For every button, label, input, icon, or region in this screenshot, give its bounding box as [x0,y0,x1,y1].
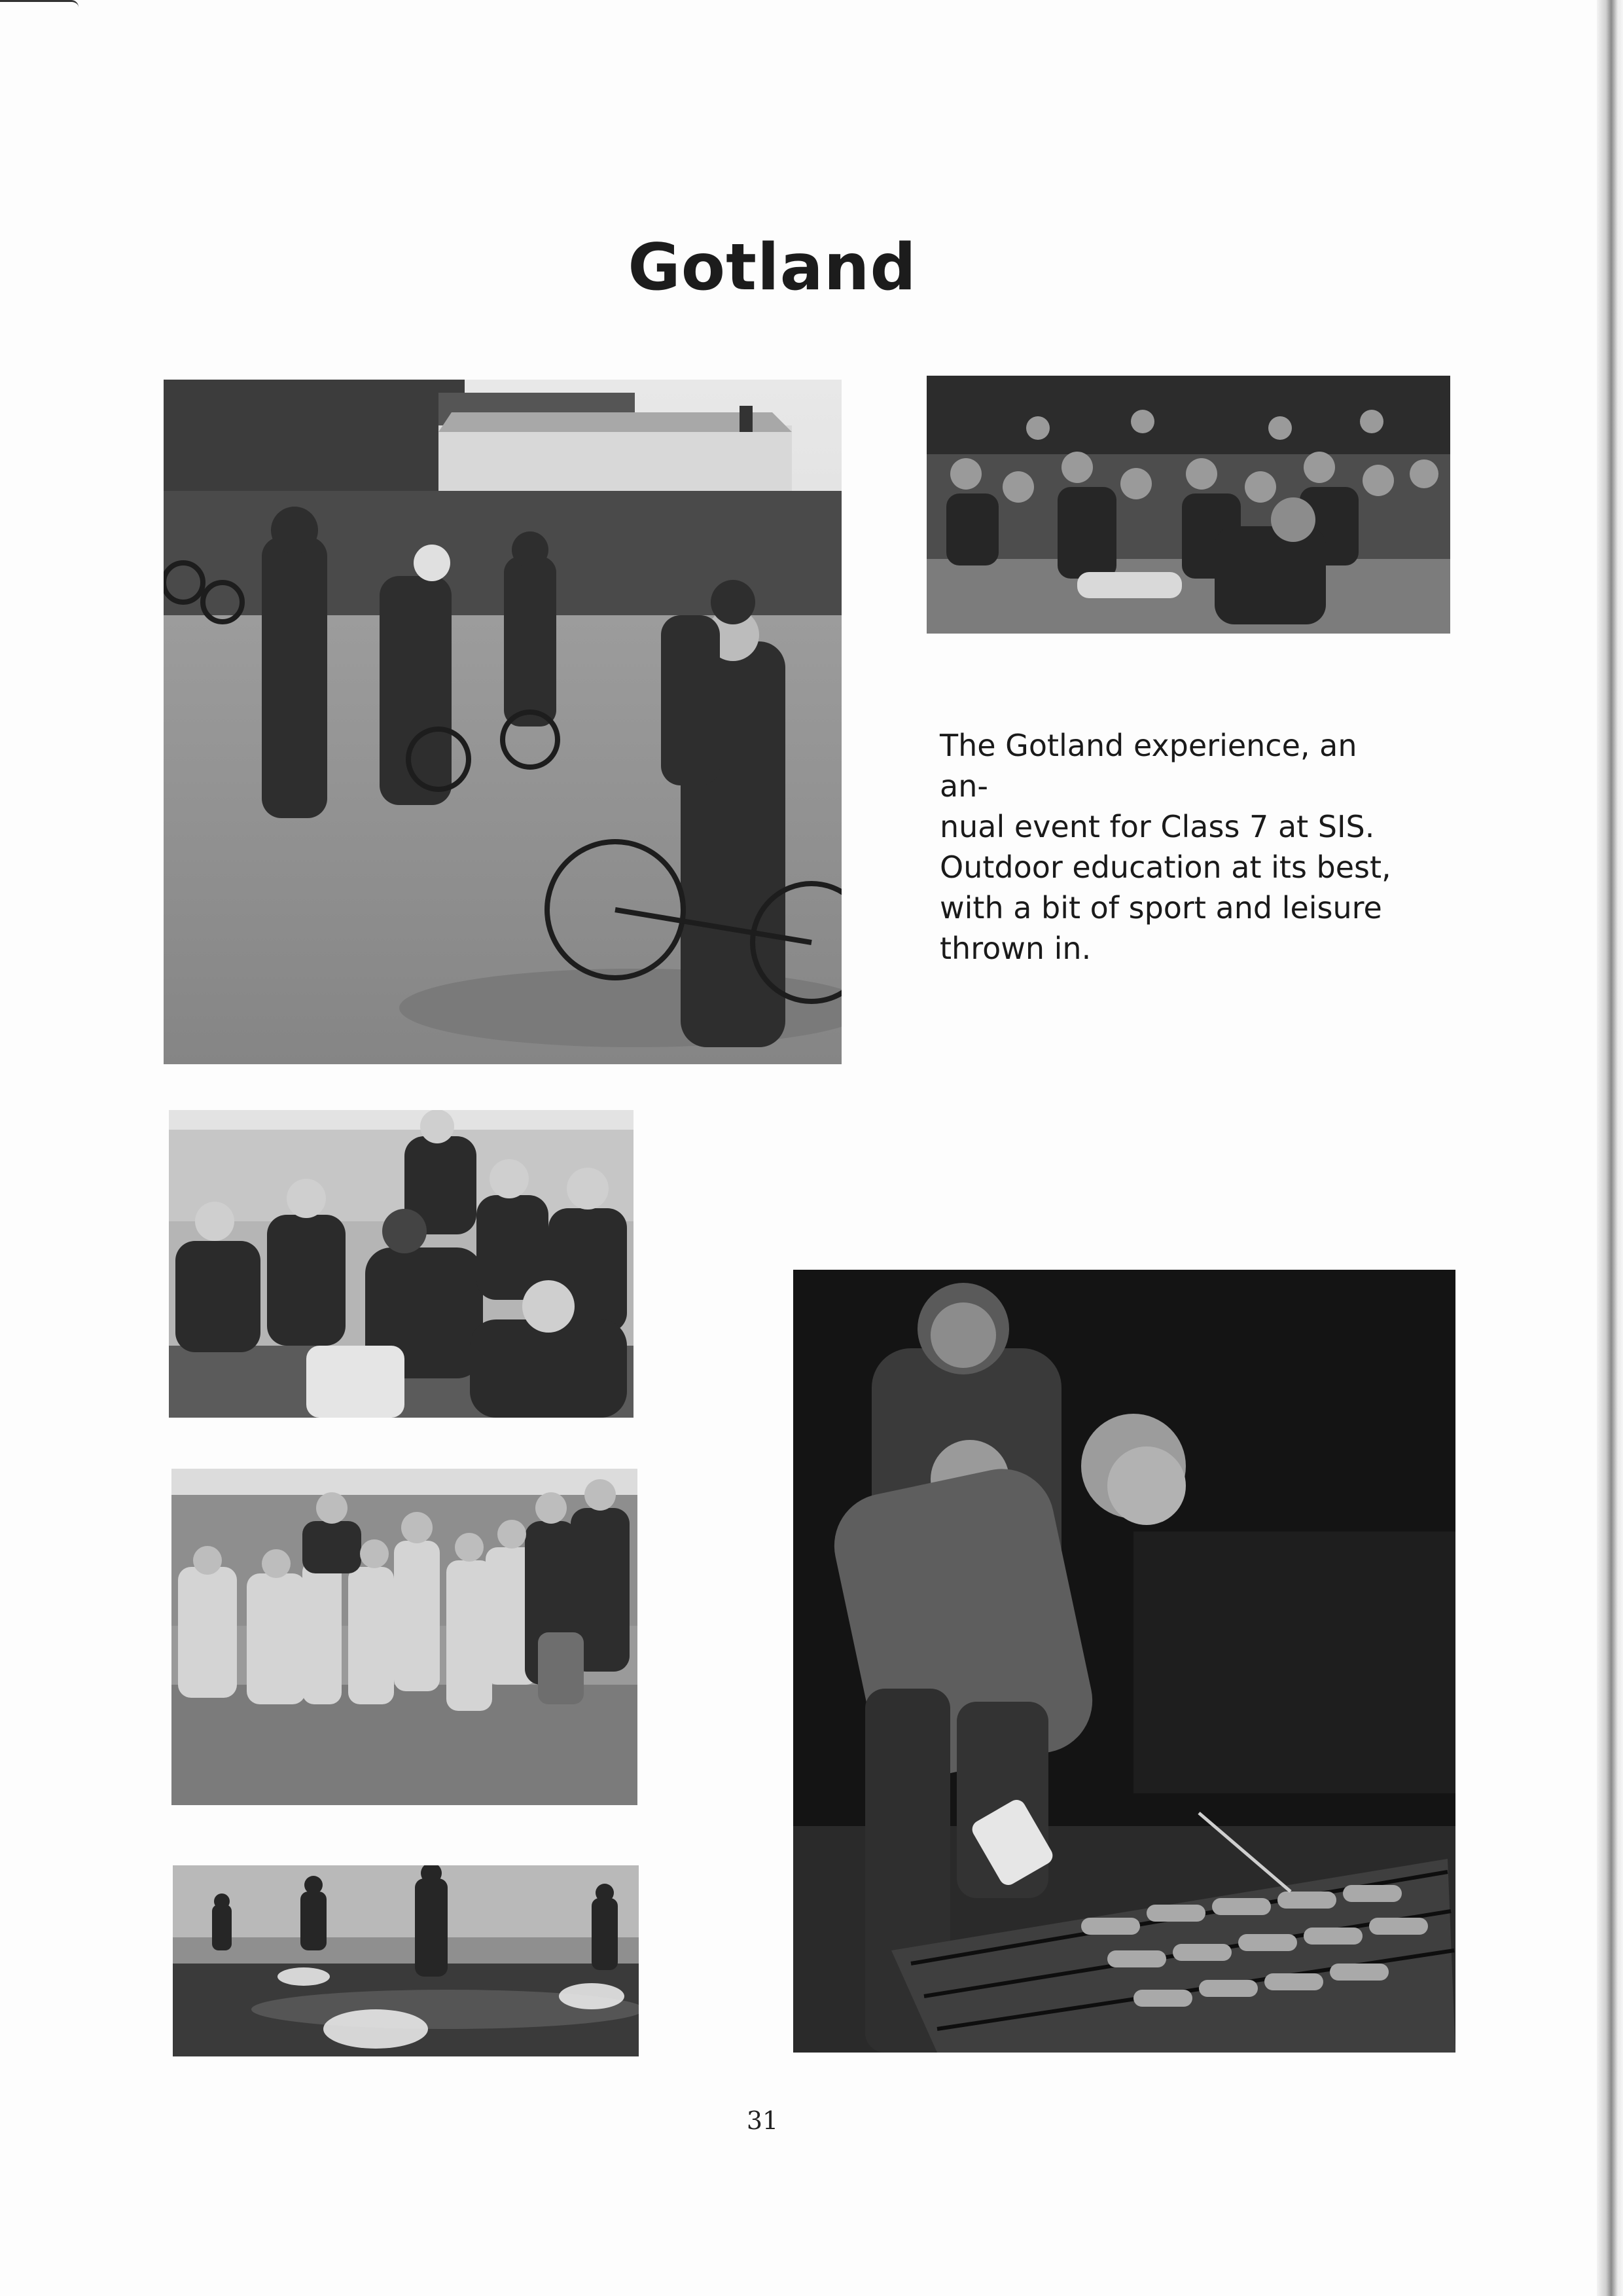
photo-relaxing-students [169,1110,633,1418]
scan-corner-mark [0,0,79,7]
photo-sea-splash [173,1865,639,2056]
photo-caption: The Gotland experience, an an- nual event for Class 7 at SIS. Outdoor education at its best, with a bit of sport and leisure thrown in. [940,728,1391,966]
photo-seated-group [927,376,1450,634]
photo-beach-swimmers [171,1469,637,1805]
page-number: 31 [746,2106,779,2135]
photo-night-grill [793,1270,1455,2053]
scan-edge-shadow [1597,0,1623,2296]
page-title: Gotland [628,230,917,305]
photo-cyclists [164,380,842,1064]
